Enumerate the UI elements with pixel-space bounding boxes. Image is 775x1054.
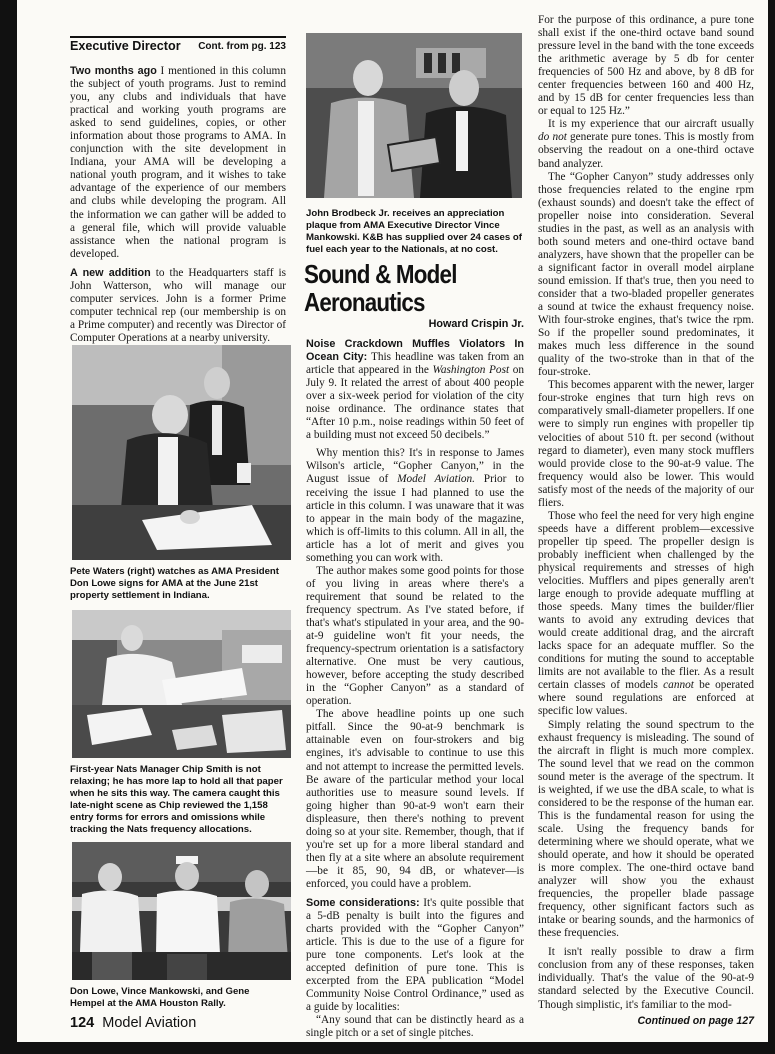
- paragraph-lead: Two months ago: [70, 65, 157, 77]
- paragraph-text: Prior to receiving the issue I had planned to use the article in this column. I was unaware that it was to appear in the main body of the magazine, which is off-limits to this column. All in all, the article has a lot of merit and gives you something you can work with.: [306, 473, 524, 564]
- caption-houston-rally: Don Lowe, Vince Mankowski, and Gene Hempel at the AMA Houston Rally.: [70, 986, 250, 1010]
- paragraph-text: be operated where sound regulations are enforced at specific low values.: [538, 679, 754, 718]
- paragraph-lead: Noise Crackdown Muffles Violators In Ocean City:: [306, 338, 524, 364]
- paragraph: “Any sound that can be distinctly heard as a single pitch or a set of single pitches.: [306, 1014, 524, 1040]
- paragraph-lead: A new addition: [70, 266, 151, 279]
- continued-from: Cont. from pg. 123: [198, 41, 286, 52]
- caption-signing: Pete Waters (right) watches as AMA President Don Lowe signs for AMA at the June 21st property settlement in Indiana.: [70, 566, 279, 602]
- paragraph-text: It is my experience that our aircraft usually: [548, 118, 754, 131]
- paragraph-lead: Some considerations:: [306, 896, 420, 909]
- emphasis: cannot: [663, 679, 694, 692]
- paragraph: The “Gopher Canyon” study addresses only those frequencies related to the engine rpm (exhaust sounds) and doesn't take the effect of propeller noise into consideration. Several studies in the past, as well as an analysis with both sound meters and one-third octave band analyzers, have shown that the propeller can be a significant factor in overall model airplane sound emission. If that's true, then you need to consider that a two-bladed propeller generates a sound at twice the exhaust frequency noise. With four-stroke engines, that's twice the rpm. So if the propeller sound predominates, it makes much less difference in the sound quality of the two-stroke than in that of the four-stroke.: [538, 170, 754, 379]
- photo-chip-smith: [72, 610, 291, 758]
- article-title: [304, 260, 493, 316]
- article-byline: Howard Crispin Jr.: [428, 318, 524, 330]
- section-header: [70, 36, 286, 55]
- paragraph: This becomes apparent with the newer, larger four-stroke engines that turn high revs on comparatively small-diameter propellers. If one were to simply run engines with propeller tip velocities of about 510 ft. per second (without regard to diameter), even many stock mufflers would provide close to the 90-at-9 value. The frequency would also be lower. This would satisfy most of the needs of the majority of our fliers.: [538, 379, 754, 509]
- paragraph: The above headline points up one such pitfall. Since the 90-at-9 benchmark is attainable even on four-strokers and big engines, it's advisable to continue to use this and not attempt to increase the permitted levels. Be aware of the particular method your local authorities use to measure sound levels. If going higher than 90-at-9 won't earn their displeasure, then there's nothing to prevent doing so at your site. Remember, though, that if you're set up for a more liberal standard and then fly at a site where an absolute requirement—be it 85, 90, 94 dB, or whatever—is enforced, you could have a problem.: [306, 708, 524, 890]
- continued-on: Continued on page 127: [637, 1015, 754, 1027]
- paragraph-text: on July 9. It related the arrest of about 400 people over a six-week period for violation of the city noise ordinance. The ordinance states that “After 10 p.m., noise readings within 50 feet of a building must not exceed 50 decibels.”: [306, 364, 524, 442]
- column-left-text: [70, 65, 286, 345]
- magazine-page: [17, 0, 768, 1042]
- paragraph: The author makes some good points for those of you living in areas where there's a requirement that sound be related to the frequency spectrum. As I've stated before, if that's what's stipulated in your area, and the 90-at-9 guideline won't fit your needs, the frequency-spectrum orientation is a satisfactory alternative. One must be very cautious, however, before accepting the study described in the “Gopher Canyon” as a standard of operation.: [306, 564, 524, 708]
- column-right-text: [538, 14, 754, 1012]
- caption-plaque: John Brodbeck Jr. receives an appreciation plaque from AMA Executive Director Vince Mankowski. K&B has supplied over 24 cases of fuel each year to the Nationals, at no cost.: [306, 208, 522, 256]
- paragraph: [306, 447, 524, 564]
- paragraph-text: This headline was taken from an article that appeared in the: [306, 351, 525, 377]
- magazine-name: Model Aviation: [102, 1015, 197, 1031]
- paragraph: [70, 267, 286, 345]
- paragraph: Simply relating the sound spectrum to the exhaust frequency is misleading. The sound of the aircraft in flight is much more complex. The sound level that we read on the common sound meter is the average of the spectrum. It is weighted, if we use the dBA scale, to what is considered to be the response of the human ear. This is the fundamental reason for using the scale. Using the frequency bands for determining where we should operate, what we should operate, and how it should be operated is more complex. The one-third octave band analyzer will show you the exhaust frequencies, the propeller blade passage frequency, other significant factors such as intake or bearing sounds, and the harmonics of these frequencies.: [538, 718, 754, 940]
- paragraph: [70, 65, 286, 261]
- caption-chip-smith: First-year Nats Manager Chip Smith is not relaxing; he has more lap to hold all that paper when he sits this way. The camera caught this late-night scene as Chip reviewed the 1,158 entry forms for errors and omissions while tracking the Nats frequency allocations.: [70, 764, 283, 836]
- paragraph-text: I mentioned in this column the subject of youth programs. Just to remind you, any clubs and individuals that have practical and working youth programs are asked to send guidelines, copies, or other information about those programs to AMA. In conjunction with the site development in Indiana, your AMA will be developing a national youth program, and it wishes to take advantage of the experience of our members and clubs while developing the program. All the information we can gather will be added to a general file, which will provide valuable assistance when the national program is developed.: [70, 65, 286, 260]
- paragraph-text: generate pure tones. This is mostly from observing the readout on a one-third octave band analyzer.: [538, 131, 754, 170]
- photo-houston-rally: [72, 842, 291, 980]
- page-footer: [70, 1015, 196, 1031]
- photo-signing: [72, 345, 291, 560]
- emphasis: do not: [538, 131, 567, 144]
- paragraph: [306, 897, 524, 1014]
- paragraph: [538, 118, 754, 170]
- article-title-line2: Aeronautics: [304, 287, 425, 317]
- photo-plaque-presentation: [306, 33, 522, 198]
- section-title: Executive Director: [70, 39, 181, 53]
- article-title-line1: Sound & Model: [304, 259, 457, 289]
- paragraph: For the purpose of this ordinance, a pure tone shall exist if the one-third octave band sound pressure level in the band with the tone exceeds the arithmetic average by 5 db for center frequencies of 500 Hz and above, by 8 dB for center frequencies between 160 and 400 Hz, and by 15 dB for center frequencies less than or equal to 125 Hz.”: [538, 14, 754, 118]
- page-number: 124: [70, 1015, 95, 1031]
- paragraph-text: It's quite possible that a 5-dB penalty is built into the figures and charts provided with the “Gopher Canyon” article. This is due to the use of a figure for pure tone components. Let's look at the accepted definition of pure tone. This is excerpted from the EPA publication “Model Community Noise Control Ordinance,” used as a guide by localities:: [306, 896, 525, 1014]
- paragraph: [306, 338, 524, 442]
- paragraph-text: to the Headquarters staff is John Watterson, who will manage our computer services. John is a former Prime computer technical rep (our membership is on a Prime computer) and recently was Director of Computer Operations at a nearby university.: [70, 266, 286, 344]
- publication-name: Washington Post: [432, 364, 510, 377]
- column-middle-text: [306, 338, 524, 1040]
- paragraph-text: Why mention this? It's in response to James Wilson's article, “Gopher Canyon,” in the August issue of: [306, 447, 524, 486]
- paragraph: [538, 510, 754, 719]
- publication-name: Model Aviation.: [397, 473, 475, 486]
- paragraph: It isn't really possible to draw a firm conclusion from any of these responses, taken individually. That's the value of the 90-at-9 standard selected by the Executive Council. Though simplistic, it's familiar to the mod-: [538, 946, 754, 1011]
- paragraph-text: Those who feel the need for very high engine speeds have a different problem—excessive propeller tip speed. The propeller design is probably inefficient when challenged by the physical requirements and stresses of high velocities. Mufflers and pipes generally aren't large enough to provide adequate muffling at those speeds. Many times the builder/flier wants to avoid any extruding devices that would create additional drag, and the aircraft lacks space for an adequate muffler. So the conditions for muting the sound to acceptable limits are not available to the flier. As a result certain classes of models: [538, 509, 754, 692]
